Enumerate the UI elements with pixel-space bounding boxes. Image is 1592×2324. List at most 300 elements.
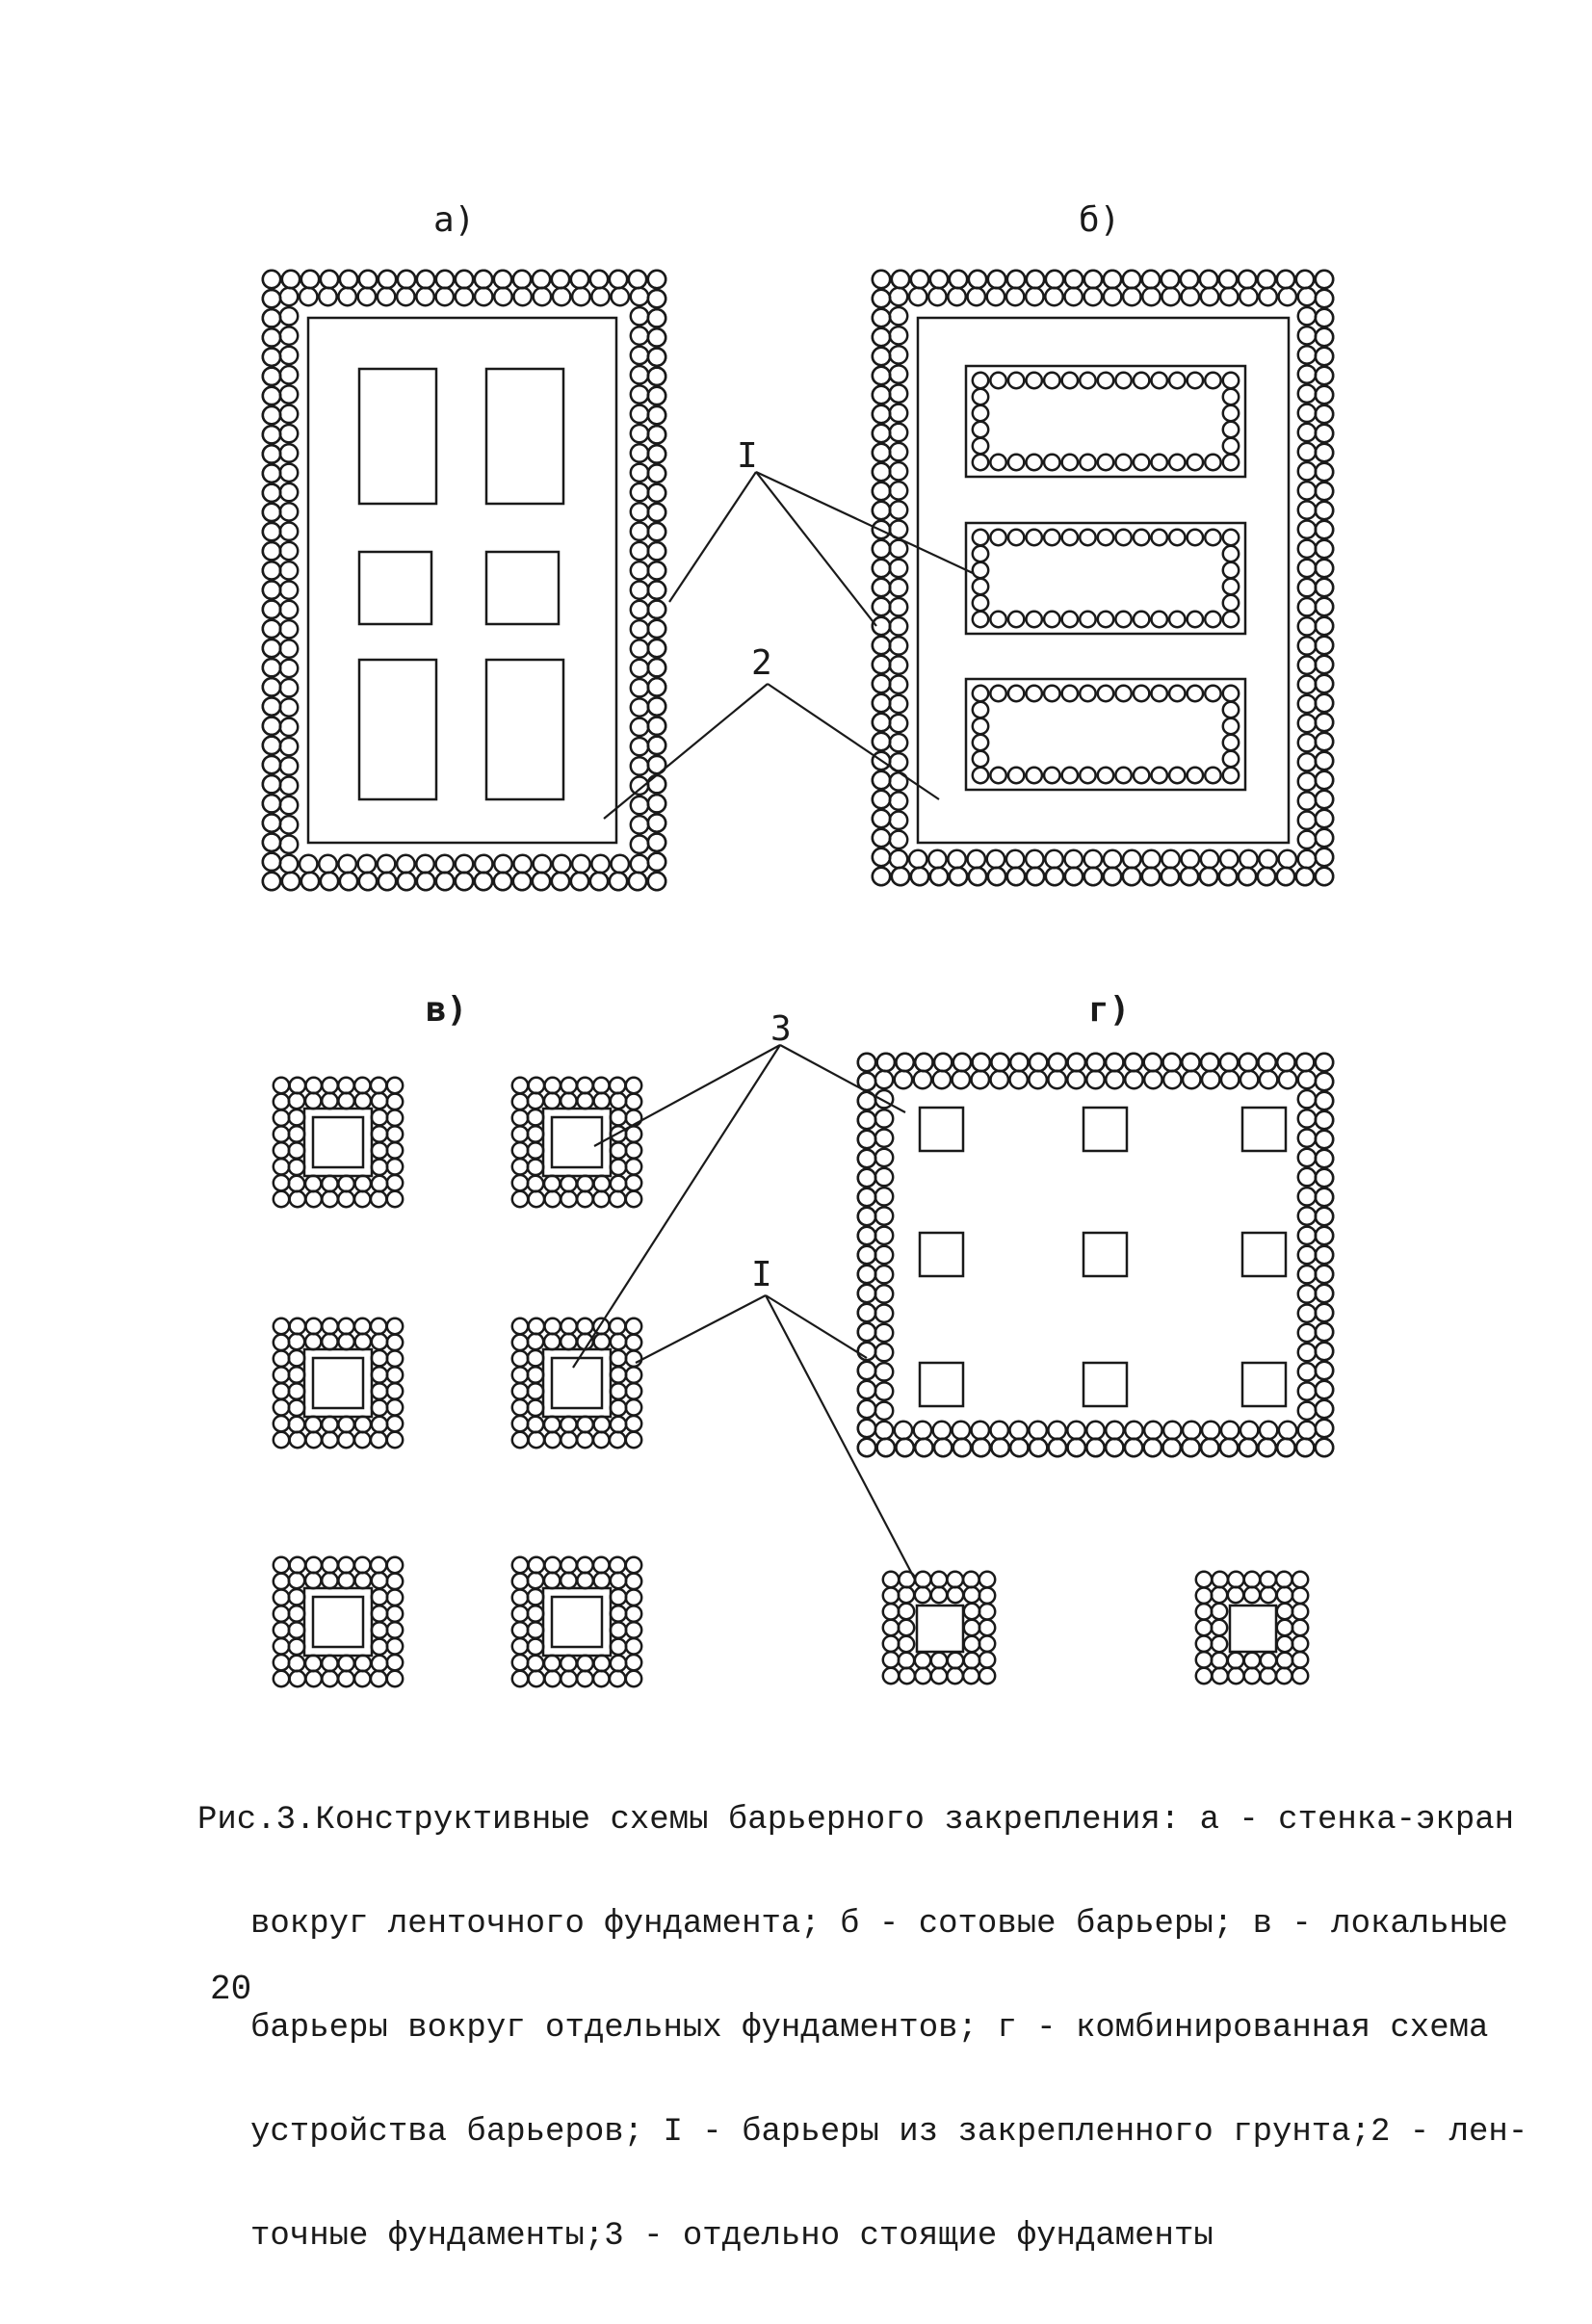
barrier-pile-circle: [593, 1432, 609, 1448]
barrier-pile-circle: [305, 1656, 321, 1671]
barrier-pile-circle: [1006, 850, 1024, 868]
barrier-pile-circle: [648, 348, 666, 365]
barrier-pile-circle: [1084, 868, 1102, 885]
barrier-pile-circle: [1044, 530, 1059, 545]
barrier-pile-circle: [1187, 530, 1203, 545]
barrier-pile-circle: [858, 1188, 875, 1206]
barrier-pile-circle: [289, 1176, 304, 1191]
barrier-pile-circle: [991, 1054, 1008, 1071]
barrier-pile-circle: [1298, 1071, 1316, 1088]
barrier-pile-circle: [561, 1078, 576, 1093]
barrier-pile-circle: [1125, 1439, 1142, 1456]
barrier-pile-circle: [577, 1176, 592, 1191]
barrier-pile-circle: [338, 1671, 353, 1686]
barrier-pile-circle: [1098, 768, 1113, 783]
barrier-pile-circle: [873, 714, 890, 731]
barrier-pile-circle: [610, 1671, 625, 1686]
barrier-pile-circle: [274, 1159, 289, 1174]
barrier-pile-circle: [648, 853, 666, 871]
barrier-pile-circle: [648, 464, 666, 482]
barrier-pile-circle: [528, 1417, 543, 1432]
barrier-pile-circle: [896, 1054, 913, 1071]
barrier-pile-circle: [631, 288, 648, 305]
barrier-pile-circle: [631, 483, 648, 501]
barrier-pile-circle: [1292, 1635, 1308, 1651]
barrier-pile-circle: [1228, 1587, 1243, 1603]
barrier-pile-circle: [289, 1334, 304, 1349]
barrier-pile-circle: [873, 656, 890, 673]
callout-barrier-top: I: [737, 436, 758, 476]
grid-foundation: [920, 1363, 963, 1406]
g-separate-foundation: [917, 1606, 963, 1652]
barrier-pile-circle: [611, 1573, 626, 1588]
barrier-pile-circle: [494, 271, 511, 288]
barrier-pile-circle: [629, 873, 646, 890]
barrier-pile-circle: [529, 1671, 544, 1686]
barrier-pile-circle: [915, 1668, 930, 1684]
barrier-pile-circle: [648, 620, 666, 638]
barrier-pile-circle: [631, 777, 648, 795]
barrier-pile-circle: [280, 581, 298, 598]
barrier-pile-circle: [263, 756, 280, 773]
barrier-ring-outer: [873, 271, 1333, 885]
barrier-pile-circle: [1223, 405, 1239, 421]
barrier-pile-circle: [1316, 1266, 1333, 1283]
barrier-wall-a: [263, 271, 666, 890]
barrier-pile-circle: [1065, 868, 1083, 885]
barrier-pile-circle: [274, 1557, 289, 1573]
barrier-pile-circle: [263, 737, 280, 754]
barrier-pile-circle: [1260, 1071, 1277, 1088]
barrier-pile-circle: [899, 1604, 914, 1619]
barrier-pile-circle: [990, 612, 1005, 627]
barrier-pile-circle: [577, 1078, 592, 1093]
barrier-pile-circle: [387, 1110, 403, 1126]
foundation-block: [486, 369, 563, 504]
barrier-pile-circle: [1169, 686, 1185, 701]
barrier-pile-circle: [631, 385, 648, 403]
barrier-pile-circle: [1062, 686, 1078, 701]
barrier-pile-circle: [1316, 1054, 1333, 1071]
barrier-pile-circle: [947, 1572, 962, 1587]
grid-foundation: [1083, 1233, 1127, 1276]
barrier-pile-circle: [1080, 612, 1095, 627]
barrier-pile-circle: [545, 1319, 561, 1334]
barrier-pile-circle: [611, 1142, 626, 1158]
barrier-pile-circle: [631, 718, 648, 736]
barrier-pile-circle: [611, 1334, 626, 1349]
barrier-pile-circle: [306, 1557, 322, 1573]
barrier-pile-circle: [280, 718, 298, 736]
barrier-pile-circle: [873, 810, 890, 827]
barrier-pile-circle: [1298, 288, 1316, 305]
barrier-pile-circle: [1240, 1071, 1258, 1088]
barrier-pile-circle: [372, 1350, 387, 1366]
barrier-pile-circle: [1142, 868, 1160, 885]
barrier-pile-circle: [528, 1400, 543, 1416]
barrier-pile-circle: [858, 1054, 875, 1071]
barrier-pile-circle: [280, 483, 298, 501]
barrier-pile-circle: [1298, 772, 1316, 790]
barrier-pile-circle: [274, 1655, 289, 1670]
barrier-pile-circle: [1298, 1363, 1316, 1380]
barrier-pile-circle: [1123, 868, 1140, 885]
barrier-pile-circle: [1049, 1054, 1066, 1071]
barrier-pile-circle: [1196, 1668, 1212, 1684]
barrier-pile-circle: [571, 873, 588, 890]
barrier-pile-circle: [387, 1590, 403, 1606]
barrier-pile-circle: [1200, 271, 1217, 288]
barrier-pile-circle: [305, 1093, 321, 1109]
barrier-pile-circle: [358, 855, 376, 873]
barrier-pile-circle: [1182, 1054, 1199, 1071]
barrier-pile-circle: [1044, 686, 1059, 701]
barrier-pile-circle: [338, 1078, 353, 1093]
barrier-pile-circle: [1187, 455, 1203, 470]
barrier-pile-circle: [354, 1432, 370, 1448]
barrier-pile-circle: [280, 855, 298, 873]
barrier-pile-circle: [1316, 1246, 1333, 1264]
barrier-pile-circle: [319, 855, 336, 873]
barrier-pile-circle: [355, 1176, 371, 1191]
barrier-pile-circle: [1144, 1054, 1161, 1071]
barrier-pile-circle: [969, 868, 986, 885]
barrier-pile-circle: [529, 1432, 544, 1448]
barrier-pile-circle: [1316, 328, 1333, 346]
barrier-pile-circle: [1212, 1604, 1227, 1619]
barrier-pile-circle: [1205, 455, 1220, 470]
barrier-pile-circle: [875, 1324, 893, 1342]
barrier-pile-circle: [528, 1606, 543, 1621]
barrier-pile-circle: [1316, 675, 1333, 692]
barrier-pile-circle: [858, 1400, 875, 1418]
barrier-pile-circle: [263, 426, 280, 443]
cell-barrier-3: [973, 686, 1239, 783]
barrier-pile-circle: [1007, 271, 1025, 288]
barrier-pile-circle: [1292, 1620, 1308, 1635]
barrier-pile-circle: [626, 1638, 641, 1654]
barrier-pile-circle: [1187, 768, 1203, 783]
barrier-pile-circle: [1008, 686, 1024, 701]
barrier-pile-circle: [1261, 1653, 1276, 1668]
barrier-pile-circle: [1205, 686, 1220, 701]
barrier-pile-circle: [338, 1093, 353, 1109]
barrier-pile-circle: [1181, 271, 1198, 288]
barrier-pile-circle: [528, 1160, 543, 1175]
barrier-pile-circle: [1027, 612, 1042, 627]
barrier-pile-circle: [372, 1417, 387, 1432]
barrier-pile-circle: [1196, 1620, 1212, 1635]
barrier-pile-circle: [289, 1656, 304, 1671]
barrier-pile-circle: [1292, 1668, 1308, 1684]
barrier-pile-circle: [1142, 850, 1160, 868]
barrier-pile-circle: [979, 1604, 995, 1619]
barrier-pile-circle: [899, 1587, 914, 1603]
barrier-pile-circle: [1240, 1422, 1258, 1439]
barrier-pile-circle: [355, 1417, 371, 1432]
barrier-pile-circle: [890, 617, 907, 635]
barrier-pile-circle: [544, 1176, 560, 1191]
barrier-pile-circle: [915, 1587, 930, 1603]
barrier-pile-circle: [1298, 540, 1316, 558]
separate-foundation-column: [552, 1117, 602, 1167]
barrier-pile-circle: [883, 1604, 899, 1619]
panel-label-v: в): [426, 990, 468, 1030]
barrier-pile-circle: [1196, 1572, 1212, 1587]
barrier-wall-g: [858, 1054, 1333, 1456]
barrier-pile-circle: [1296, 1054, 1314, 1071]
separate-foundation-column: [313, 1597, 363, 1647]
barrier-pile-circle: [1296, 868, 1314, 885]
barrier-pile-circle: [1163, 1422, 1181, 1439]
barrier-pile-circle: [875, 1207, 893, 1224]
barrier-pile-circle: [1296, 1439, 1314, 1456]
barrier-pile-circle: [274, 1432, 289, 1448]
barrier-pile-circle: [1152, 686, 1167, 701]
barrier-pile-circle: [1008, 373, 1024, 388]
barrier-pile-circle: [631, 601, 648, 618]
barrier-pile-circle: [306, 1319, 322, 1334]
barrier-pile-circle: [626, 1671, 641, 1686]
barrier-pile-circle: [873, 540, 890, 558]
barrier-pile-circle: [358, 288, 376, 305]
barrier-pile-circle: [1316, 598, 1333, 615]
barrier-pile-circle: [973, 373, 988, 388]
barrier-pile-circle: [513, 288, 531, 305]
barrier-pile-circle: [338, 855, 355, 873]
barrier-pile-circle: [890, 443, 907, 460]
barrier-pile-circle: [1258, 868, 1275, 885]
barrier-pile-circle: [1080, 455, 1095, 470]
barrier-pile-circle: [648, 873, 666, 890]
barrier-pile-circle: [631, 347, 648, 364]
barrier-pile-circle: [1205, 373, 1220, 388]
barrier-pile-circle: [626, 1094, 641, 1110]
barrier-pile-circle: [631, 503, 648, 520]
barrier-pile-circle: [577, 1191, 592, 1207]
barrier-pile-circle: [1182, 850, 1199, 868]
barrier-pile-circle: [1316, 1111, 1333, 1129]
barrier-pile-circle: [931, 1668, 947, 1684]
barrier-pile-circle: [1298, 1090, 1316, 1108]
barrier-pile-circle: [631, 307, 648, 325]
barrier-pile-circle: [417, 873, 434, 890]
barrier-pile-circle: [372, 1093, 387, 1109]
barrier-pile-circle: [544, 1656, 560, 1671]
barrier-pile-circle: [873, 733, 890, 750]
barrier-pile-circle: [1169, 768, 1185, 783]
barrier-pile-circle: [593, 1557, 609, 1573]
barrier-pile-circle: [274, 1351, 289, 1367]
barrier-pile-circle: [371, 1671, 386, 1686]
barrier-pile-circle: [1298, 1246, 1316, 1264]
barrier-pile-circle: [263, 484, 280, 502]
barrier-pile-circle: [280, 347, 298, 364]
barrier-pile-circle: [372, 1126, 387, 1141]
local-barrier-outer-6: [512, 1557, 641, 1686]
barrier-pile-circle: [1244, 1653, 1260, 1668]
barrier-pile-circle: [1298, 443, 1316, 460]
barrier-pile-circle: [890, 540, 907, 558]
barrier-pile-circle: [988, 271, 1005, 288]
barrier-pile-circle: [933, 1422, 951, 1439]
barrier-pile-circle: [338, 1176, 353, 1191]
barrier-pile-circle: [387, 1399, 403, 1415]
barrier-pile-circle: [1316, 271, 1333, 288]
barrier-pile-circle: [611, 1606, 626, 1621]
barrier-pile-circle: [306, 1191, 322, 1207]
barrier-pile-circle: [858, 1111, 875, 1129]
barrier-pile-circle: [1030, 1439, 1047, 1456]
barrier-pile-circle: [915, 1054, 932, 1071]
separate-foundation-column: [552, 1597, 602, 1647]
barrier-pile-circle: [875, 1266, 893, 1283]
barrier-pile-circle: [1219, 868, 1237, 885]
barrier-pile-circle: [1027, 373, 1042, 388]
barrier-pile-circle: [1080, 530, 1095, 545]
barrier-pile-circle: [899, 1668, 914, 1684]
barrier-pile-circle: [282, 271, 300, 288]
barrier-pile-circle: [561, 1573, 576, 1588]
barrier-pile-circle: [631, 425, 648, 442]
leader-2-to-a: [604, 684, 768, 819]
barrier-pile-circle: [561, 1176, 576, 1191]
barrier-pile-circle: [1223, 562, 1239, 578]
barrier-pile-circle: [1298, 656, 1316, 673]
barrier-pile-circle: [1182, 288, 1199, 305]
barrier-pile-circle: [973, 546, 988, 561]
barrier-pile-circle: [274, 1622, 289, 1637]
barrier-pile-circle: [1026, 288, 1043, 305]
barrier-pile-circle: [512, 1383, 528, 1398]
barrier-pile-circle: [629, 271, 646, 288]
barrier-pile-circle: [909, 850, 926, 868]
barrier-pile-circle: [1298, 365, 1316, 382]
barrier-pile-circle: [626, 1383, 641, 1398]
barrier-pile-circle: [1134, 530, 1149, 545]
barrier-pile-circle: [1298, 734, 1316, 751]
barrier-pile-circle: [561, 1432, 576, 1448]
barrier-ring-outer: [858, 1054, 1333, 1456]
local-barrier-outer-2: [512, 1078, 641, 1207]
barrier-pile-circle: [371, 1319, 386, 1334]
barrier-pile-circle: [873, 483, 890, 500]
barrier-pile-circle: [1115, 455, 1131, 470]
barrier-pile-circle: [610, 1078, 625, 1093]
barrier-pile-circle: [1298, 1149, 1316, 1166]
barrier-pile-circle: [280, 620, 298, 638]
barrier-pile-circle: [1134, 686, 1149, 701]
barrier-pile-circle: [1027, 271, 1044, 288]
barrier-pile-circle: [529, 1557, 544, 1573]
barrier-pile-circle: [561, 1191, 576, 1207]
barrier-pile-circle: [873, 868, 890, 885]
barrier-pile-circle: [626, 1175, 641, 1190]
barrier-pile-circle: [289, 1573, 304, 1588]
barrier-pile-circle: [1067, 1071, 1084, 1088]
barrier-pile-circle: [1008, 768, 1024, 783]
barrier-pile-circle: [933, 1071, 951, 1088]
barrier-pile-circle: [1046, 868, 1063, 885]
barrier-pile-circle: [873, 328, 890, 346]
barrier-pile-circle: [648, 814, 666, 831]
barrier-pile-circle: [1240, 288, 1257, 305]
barrier-pile-circle: [1298, 307, 1316, 325]
barrier-pile-circle: [626, 1319, 641, 1334]
barrier-pile-circle: [372, 1383, 387, 1398]
barrier-pile-circle: [973, 562, 988, 578]
barrier-pile-circle: [611, 1110, 626, 1125]
grid-foundation: [1242, 1108, 1286, 1151]
barrier-pile-circle: [611, 1350, 626, 1366]
barrier-pile-circle: [1298, 850, 1316, 868]
barrier-pile-circle: [1196, 1635, 1212, 1651]
barrier-pile-circle: [1298, 326, 1316, 344]
barrier-pile-circle: [979, 1620, 995, 1635]
barrier-pile-circle: [1298, 1344, 1316, 1361]
barrier-pile-circle: [953, 1439, 971, 1456]
barrier-pile-circle: [873, 425, 890, 442]
barrier-pile-circle: [648, 290, 666, 307]
barrier-pile-circle: [1201, 1439, 1218, 1456]
barrier-pile-circle: [322, 1557, 337, 1573]
barrier-pile-circle: [1316, 290, 1333, 307]
barrier-pile-circle: [648, 561, 666, 579]
barrier-pile-circle: [1044, 768, 1059, 783]
barrier-ring-inner: [890, 288, 1316, 868]
barrier-pile-circle: [873, 617, 890, 635]
barrier-pile-circle: [1065, 288, 1083, 305]
leader-I-to-g-wall: [766, 1295, 867, 1358]
barrier-pile-circle: [512, 1094, 528, 1110]
barrier-pile-circle: [372, 1110, 387, 1125]
barrier-pile-circle: [494, 855, 511, 873]
barrier-pile-circle: [289, 1400, 304, 1416]
barrier-pile-circle: [928, 850, 946, 868]
barrier-pile-circle: [512, 1319, 528, 1334]
barrier-pile-circle: [338, 1573, 353, 1588]
barrier-pile-circle: [973, 686, 988, 701]
barrier-pile-circle: [274, 1175, 289, 1190]
barrier-pile-circle: [1298, 598, 1316, 615]
barrier-pile-circle: [354, 1191, 370, 1207]
barrier-pile-circle: [280, 425, 298, 442]
barrier-pile-circle: [648, 504, 666, 521]
barrier-pile-circle: [289, 1383, 304, 1398]
barrier-pile-circle: [1298, 1110, 1316, 1127]
barrier-pile-circle: [979, 1652, 995, 1667]
barrier-pile-circle: [873, 829, 890, 847]
barrier-pile-circle: [915, 1572, 930, 1587]
barrier-pile-circle: [1316, 1073, 1333, 1090]
barrier-pile-circle: [858, 1381, 875, 1398]
barrier-pile-circle: [1298, 1207, 1316, 1224]
barrier-pile-circle: [648, 601, 666, 618]
barrier-pile-circle: [873, 598, 890, 615]
barrier-pile-circle: [1316, 1323, 1333, 1341]
barrier-pile-circle: [387, 1335, 403, 1350]
barrier-pile-circle: [890, 462, 907, 480]
barrier-pile-circle: [528, 1383, 543, 1398]
barrier-pile-circle: [1277, 1636, 1292, 1652]
barrier-pile-circle: [280, 679, 298, 696]
barrier-pile-circle: [387, 1638, 403, 1654]
barrier-pile-circle: [988, 868, 1005, 885]
barrier-pile-circle: [1223, 595, 1239, 611]
barrier-pile-circle: [1316, 752, 1333, 770]
barrier-pile-circle: [528, 1126, 543, 1141]
barrier-pile-circle: [594, 1417, 610, 1432]
